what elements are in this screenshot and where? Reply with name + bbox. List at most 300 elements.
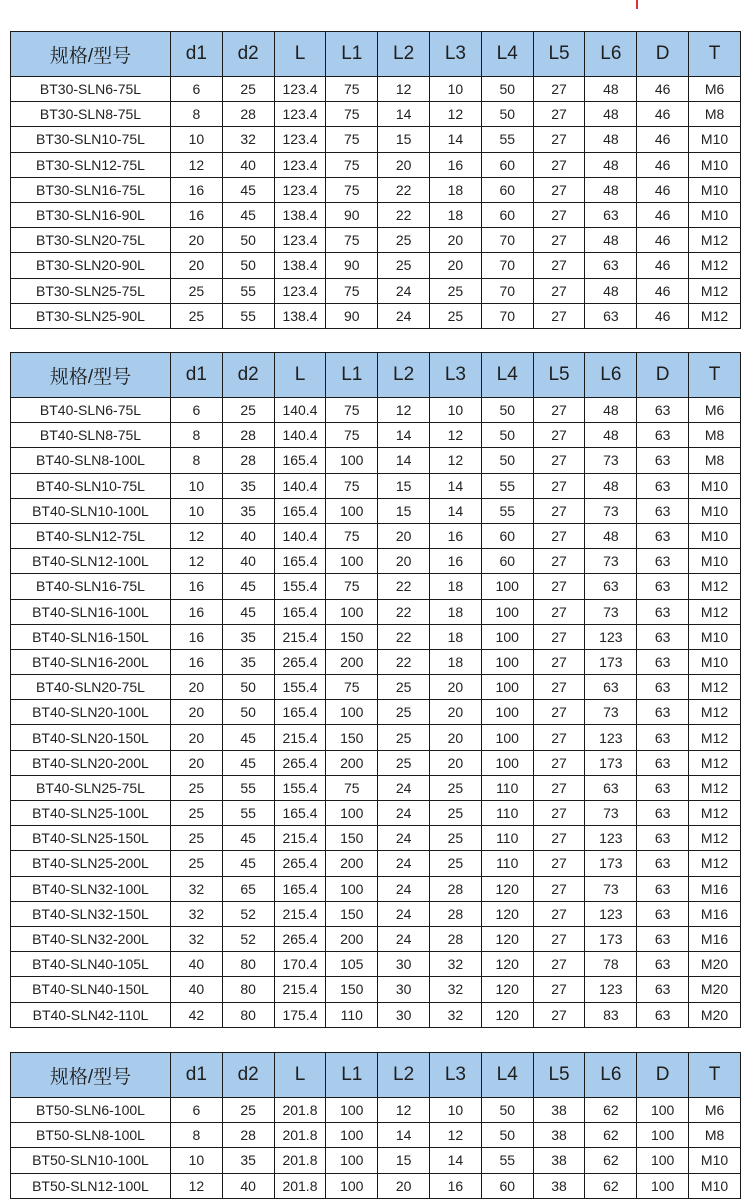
- value-cell: 100: [326, 1148, 378, 1173]
- value-cell: 45: [222, 574, 274, 599]
- value-cell: 173: [585, 750, 637, 775]
- table-row: [11, 398, 741, 423]
- value-cell: 40: [222, 1173, 274, 1198]
- value-cell: 27: [533, 926, 585, 951]
- value-cell: 110: [481, 801, 533, 826]
- value-cell: 60: [481, 152, 533, 177]
- value-cell: 20: [170, 253, 222, 278]
- table-row: [11, 574, 741, 599]
- value-cell: 27: [533, 750, 585, 775]
- table-row: [11, 523, 741, 548]
- model-cell: BT30-SLN10-75L: [11, 127, 171, 152]
- value-cell: 25: [170, 303, 222, 328]
- value-cell: 140.4: [274, 523, 326, 548]
- column-header: L4: [481, 32, 533, 77]
- value-cell: 32: [430, 952, 482, 977]
- value-cell: 150: [326, 725, 378, 750]
- table-row: [11, 1123, 741, 1148]
- value-cell: 38: [533, 1123, 585, 1148]
- value-cell: M12: [689, 775, 741, 800]
- table-row: [11, 826, 741, 851]
- value-cell: 110: [481, 775, 533, 800]
- value-cell: 63: [585, 775, 637, 800]
- value-cell: 20: [170, 725, 222, 750]
- header-row: [11, 32, 741, 77]
- value-cell: 12: [430, 448, 482, 473]
- value-cell: 28: [222, 423, 274, 448]
- value-cell: 60: [481, 523, 533, 548]
- value-cell: 22: [378, 574, 430, 599]
- value-cell: 46: [637, 253, 689, 278]
- value-cell: 110: [481, 851, 533, 876]
- value-cell: 46: [637, 127, 689, 152]
- column-header: L1: [326, 353, 378, 398]
- value-cell: 27: [533, 102, 585, 127]
- value-cell: 18: [430, 202, 482, 227]
- model-cell: BT40-SLN25-100L: [11, 801, 171, 826]
- value-cell: 27: [533, 202, 585, 227]
- column-header: d1: [170, 353, 222, 398]
- value-cell: 12: [430, 1123, 482, 1148]
- value-cell: 140.4: [274, 423, 326, 448]
- table-row: [11, 102, 741, 127]
- table-row: [11, 423, 741, 448]
- value-cell: 48: [585, 278, 637, 303]
- value-cell: 46: [637, 102, 689, 127]
- value-cell: 24: [378, 801, 430, 826]
- value-cell: 55: [222, 775, 274, 800]
- model-cell: BT40-SLN40-105L: [11, 952, 171, 977]
- value-cell: 100: [326, 801, 378, 826]
- table-row: [11, 901, 741, 926]
- value-cell: 46: [637, 177, 689, 202]
- value-cell: 201.8: [274, 1098, 326, 1123]
- value-cell: 123.4: [274, 278, 326, 303]
- value-cell: 27: [533, 177, 585, 202]
- value-cell: 27: [533, 127, 585, 152]
- value-cell: 155.4: [274, 675, 326, 700]
- model-cell: BT40-SLN20-150L: [11, 725, 171, 750]
- value-cell: 22: [378, 177, 430, 202]
- value-cell: 20: [378, 523, 430, 548]
- column-header: d1: [170, 32, 222, 77]
- value-cell: 55: [481, 127, 533, 152]
- value-cell: 14: [378, 448, 430, 473]
- value-cell: 100: [326, 876, 378, 901]
- value-cell: 100: [481, 750, 533, 775]
- value-cell: 100: [326, 448, 378, 473]
- value-cell: 20: [430, 253, 482, 278]
- column-header: d2: [222, 1053, 274, 1098]
- value-cell: 63: [637, 901, 689, 926]
- value-cell: 50: [481, 102, 533, 127]
- column-header: L3: [430, 353, 482, 398]
- value-cell: 24: [378, 826, 430, 851]
- value-cell: 173: [585, 926, 637, 951]
- value-cell: 30: [378, 977, 430, 1002]
- value-cell: 50: [481, 448, 533, 473]
- value-cell: 62: [585, 1173, 637, 1198]
- value-cell: 10: [170, 473, 222, 498]
- value-cell: 63: [585, 303, 637, 328]
- value-cell: 27: [533, 952, 585, 977]
- value-cell: 73: [585, 448, 637, 473]
- value-cell: 265.4: [274, 750, 326, 775]
- value-cell: 25: [378, 750, 430, 775]
- value-cell: 73: [585, 801, 637, 826]
- value-cell: 10: [170, 498, 222, 523]
- value-cell: 120: [481, 876, 533, 901]
- value-cell: 75: [326, 127, 378, 152]
- value-cell: 265.4: [274, 926, 326, 951]
- value-cell: 12: [170, 523, 222, 548]
- value-cell: 25: [430, 851, 482, 876]
- value-cell: 24: [378, 303, 430, 328]
- value-cell: 265.4: [274, 851, 326, 876]
- value-cell: M12: [689, 228, 741, 253]
- value-cell: 28: [222, 102, 274, 127]
- value-cell: 200: [326, 926, 378, 951]
- value-cell: 123.4: [274, 177, 326, 202]
- value-cell: 8: [170, 1123, 222, 1148]
- column-header: L6: [585, 32, 637, 77]
- model-cell: BT50-SLN12-100L: [11, 1173, 171, 1198]
- value-cell: 40: [222, 152, 274, 177]
- column-header: L2: [378, 32, 430, 77]
- value-cell: 10: [430, 77, 482, 102]
- value-cell: 27: [533, 574, 585, 599]
- value-cell: 63: [637, 801, 689, 826]
- value-cell: 62: [585, 1123, 637, 1148]
- value-cell: 15: [378, 1148, 430, 1173]
- value-cell: 215.4: [274, 826, 326, 851]
- value-cell: 55: [481, 498, 533, 523]
- value-cell: 123.4: [274, 127, 326, 152]
- model-cell: BT40-SLN20-100L: [11, 700, 171, 725]
- value-cell: 90: [326, 303, 378, 328]
- value-cell: 28: [430, 926, 482, 951]
- value-cell: 20: [378, 1173, 430, 1198]
- value-cell: 10: [170, 127, 222, 152]
- value-cell: 25: [378, 228, 430, 253]
- model-cell: BT40-SLN16-150L: [11, 624, 171, 649]
- value-cell: 25: [430, 775, 482, 800]
- value-cell: 16: [430, 549, 482, 574]
- value-cell: 80: [222, 977, 274, 1002]
- value-cell: 50: [481, 77, 533, 102]
- value-cell: 150: [326, 901, 378, 926]
- value-cell: 28: [222, 448, 274, 473]
- value-cell: M12: [689, 826, 741, 851]
- value-cell: 24: [378, 851, 430, 876]
- value-cell: 25: [170, 826, 222, 851]
- value-cell: 63: [585, 675, 637, 700]
- value-cell: 20: [430, 750, 482, 775]
- value-cell: 215.4: [274, 725, 326, 750]
- value-cell: 100: [326, 1098, 378, 1123]
- value-cell: 35: [222, 473, 274, 498]
- value-cell: 40: [222, 549, 274, 574]
- model-cell: BT40-SLN10-75L: [11, 473, 171, 498]
- value-cell: 50: [481, 1098, 533, 1123]
- value-cell: 25: [430, 801, 482, 826]
- value-cell: 150: [326, 977, 378, 1002]
- model-cell: BT40-SLN32-100L: [11, 876, 171, 901]
- value-cell: 63: [637, 851, 689, 876]
- table-row: [11, 278, 741, 303]
- value-cell: 27: [533, 851, 585, 876]
- table-row: [11, 228, 741, 253]
- value-cell: 46: [637, 202, 689, 227]
- value-cell: 63: [637, 952, 689, 977]
- value-cell: 35: [222, 1148, 274, 1173]
- value-cell: 48: [585, 423, 637, 448]
- value-cell: 14: [430, 127, 482, 152]
- value-cell: 27: [533, 549, 585, 574]
- value-cell: 20: [430, 700, 482, 725]
- value-cell: 123.4: [274, 102, 326, 127]
- value-cell: 27: [533, 901, 585, 926]
- value-cell: 27: [533, 303, 585, 328]
- column-header: 规格/型号: [11, 353, 171, 398]
- value-cell: 120: [481, 1002, 533, 1027]
- table-row: [11, 624, 741, 649]
- value-cell: 30: [378, 952, 430, 977]
- model-cell: BT30-SLN20-90L: [11, 253, 171, 278]
- table-row: [11, 700, 741, 725]
- table-row: [11, 725, 741, 750]
- column-header: L5: [533, 1053, 585, 1098]
- value-cell: 38: [533, 1148, 585, 1173]
- value-cell: 20: [170, 750, 222, 775]
- model-cell: BT30-SLN12-75L: [11, 152, 171, 177]
- model-cell: BT40-SLN16-75L: [11, 574, 171, 599]
- table-row: [11, 127, 741, 152]
- value-cell: 45: [222, 202, 274, 227]
- value-cell: 18: [430, 599, 482, 624]
- value-cell: 50: [481, 423, 533, 448]
- value-cell: 38: [533, 1173, 585, 1198]
- column-header: d2: [222, 353, 274, 398]
- value-cell: 75: [326, 523, 378, 548]
- value-cell: 63: [585, 574, 637, 599]
- value-cell: 62: [585, 1148, 637, 1173]
- column-header: L1: [326, 32, 378, 77]
- table-row: [11, 77, 741, 102]
- value-cell: 14: [430, 498, 482, 523]
- value-cell: 22: [378, 649, 430, 674]
- value-cell: 16: [430, 152, 482, 177]
- value-cell: 20: [170, 228, 222, 253]
- value-cell: 165.4: [274, 549, 326, 574]
- model-cell: BT40-SLN8-75L: [11, 423, 171, 448]
- value-cell: 20: [378, 549, 430, 574]
- value-cell: 63: [637, 599, 689, 624]
- model-cell: BT30-SLN20-75L: [11, 228, 171, 253]
- value-cell: 201.8: [274, 1173, 326, 1198]
- value-cell: 63: [637, 498, 689, 523]
- value-cell: 150: [326, 826, 378, 851]
- value-cell: 123: [585, 977, 637, 1002]
- value-cell: 50: [481, 1123, 533, 1148]
- table-row: [11, 952, 741, 977]
- column-header: D: [637, 32, 689, 77]
- model-cell: BT40-SLN25-150L: [11, 826, 171, 851]
- value-cell: 22: [378, 202, 430, 227]
- value-cell: 63: [637, 876, 689, 901]
- value-cell: 46: [637, 303, 689, 328]
- header-row: [11, 353, 741, 398]
- value-cell: 75: [326, 152, 378, 177]
- model-cell: BT40-SLN32-150L: [11, 901, 171, 926]
- table-row: [11, 1173, 741, 1198]
- value-cell: 45: [222, 177, 274, 202]
- model-cell: BT40-SLN25-75L: [11, 775, 171, 800]
- value-cell: 20: [170, 675, 222, 700]
- value-cell: 48: [585, 473, 637, 498]
- value-cell: M10: [689, 649, 741, 674]
- value-cell: 27: [533, 876, 585, 901]
- value-cell: 42: [170, 1002, 222, 1027]
- value-cell: M16: [689, 876, 741, 901]
- value-cell: 63: [637, 675, 689, 700]
- value-cell: M10: [689, 473, 741, 498]
- value-cell: 25: [430, 303, 482, 328]
- model-cell: BT40-SLN20-75L: [11, 675, 171, 700]
- value-cell: 18: [430, 177, 482, 202]
- value-cell: M10: [689, 523, 741, 548]
- value-cell: 201.8: [274, 1148, 326, 1173]
- value-cell: 165.4: [274, 876, 326, 901]
- value-cell: 65: [222, 876, 274, 901]
- column-header: L6: [585, 353, 637, 398]
- table-row: [11, 152, 741, 177]
- value-cell: 32: [222, 127, 274, 152]
- model-cell: BT30-SLN8-75L: [11, 102, 171, 127]
- value-cell: 46: [637, 77, 689, 102]
- value-cell: M6: [689, 398, 741, 423]
- value-cell: 100: [326, 700, 378, 725]
- value-cell: 27: [533, 77, 585, 102]
- value-cell: 48: [585, 228, 637, 253]
- value-cell: 24: [378, 926, 430, 951]
- value-cell: 25: [170, 851, 222, 876]
- value-cell: 12: [170, 152, 222, 177]
- value-cell: 75: [326, 177, 378, 202]
- value-cell: 27: [533, 523, 585, 548]
- value-cell: M10: [689, 1148, 741, 1173]
- value-cell: 201.8: [274, 1123, 326, 1148]
- value-cell: 45: [222, 750, 274, 775]
- table-row: [11, 876, 741, 901]
- value-cell: 50: [222, 228, 274, 253]
- value-cell: M12: [689, 574, 741, 599]
- value-cell: 12: [430, 102, 482, 127]
- value-cell: M8: [689, 102, 741, 127]
- value-cell: M6: [689, 77, 741, 102]
- value-cell: 75: [326, 675, 378, 700]
- value-cell: 63: [637, 398, 689, 423]
- value-cell: 155.4: [274, 775, 326, 800]
- value-cell: 175.4: [274, 1002, 326, 1027]
- value-cell: 46: [637, 152, 689, 177]
- value-cell: 46: [637, 278, 689, 303]
- value-cell: 16: [430, 523, 482, 548]
- value-cell: 18: [430, 574, 482, 599]
- value-cell: 63: [637, 750, 689, 775]
- value-cell: 100: [481, 624, 533, 649]
- value-cell: 25: [430, 278, 482, 303]
- value-cell: 25: [378, 675, 430, 700]
- value-cell: 14: [378, 1123, 430, 1148]
- value-cell: 27: [533, 826, 585, 851]
- table-row: [11, 549, 741, 574]
- value-cell: 63: [637, 725, 689, 750]
- value-cell: 90: [326, 253, 378, 278]
- value-cell: M8: [689, 423, 741, 448]
- value-cell: 55: [481, 473, 533, 498]
- value-cell: 45: [222, 826, 274, 851]
- value-cell: 14: [430, 1148, 482, 1173]
- column-header: L3: [430, 1053, 482, 1098]
- value-cell: 12: [170, 549, 222, 574]
- value-cell: 123: [585, 624, 637, 649]
- table-row: [11, 926, 741, 951]
- model-cell: BT30-SLN16-75L: [11, 177, 171, 202]
- value-cell: 63: [637, 523, 689, 548]
- value-cell: M20: [689, 952, 741, 977]
- value-cell: 45: [222, 725, 274, 750]
- value-cell: 63: [637, 574, 689, 599]
- value-cell: 22: [378, 599, 430, 624]
- value-cell: 62: [585, 1098, 637, 1123]
- value-cell: 25: [222, 398, 274, 423]
- value-cell: 123: [585, 725, 637, 750]
- value-cell: 200: [326, 750, 378, 775]
- value-cell: 123.4: [274, 152, 326, 177]
- value-cell: M16: [689, 926, 741, 951]
- model-cell: BT40-SLN16-200L: [11, 649, 171, 674]
- header-row: [11, 1053, 741, 1098]
- value-cell: 138.4: [274, 253, 326, 278]
- value-cell: 70: [481, 278, 533, 303]
- value-cell: 63: [585, 202, 637, 227]
- value-cell: 123.4: [274, 77, 326, 102]
- value-cell: 140.4: [274, 473, 326, 498]
- value-cell: 50: [481, 398, 533, 423]
- value-cell: 50: [222, 253, 274, 278]
- model-cell: BT30-SLN16-90L: [11, 202, 171, 227]
- table-row: [11, 977, 741, 1002]
- value-cell: 165.4: [274, 448, 326, 473]
- value-cell: 32: [170, 901, 222, 926]
- value-cell: 25: [378, 725, 430, 750]
- column-header: L6: [585, 1053, 637, 1098]
- value-cell: M12: [689, 303, 741, 328]
- spec-table-bt40: [10, 352, 741, 1028]
- value-cell: 83: [585, 1002, 637, 1027]
- model-cell: BT40-SLN42-110L: [11, 1002, 171, 1027]
- value-cell: 48: [585, 77, 637, 102]
- value-cell: 27: [533, 228, 585, 253]
- value-cell: 27: [533, 649, 585, 674]
- table-row: [11, 675, 741, 700]
- value-cell: 120: [481, 901, 533, 926]
- spec-table-bt30: [10, 31, 741, 329]
- value-cell: 27: [533, 675, 585, 700]
- value-cell: 73: [585, 876, 637, 901]
- value-cell: 75: [326, 77, 378, 102]
